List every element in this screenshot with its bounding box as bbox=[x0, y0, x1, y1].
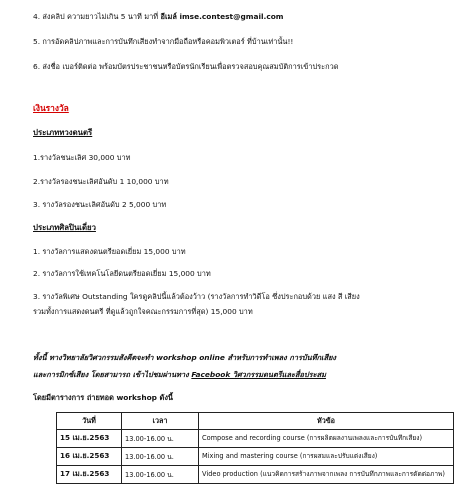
table-row bbox=[57, 466, 454, 484]
item-4-text: 4. ส่งคลิป ความยาวไม่เกิน 5 นาที มาที่ bbox=[33, 12, 161, 21]
col-topic-header: หัวข้อ bbox=[199, 413, 454, 430]
row-time: 13.00-16.00 น. bbox=[122, 448, 199, 466]
prize-heading: เงินรางวัล bbox=[33, 103, 69, 113]
music-prize-2: 2.รางวัลรองชนะเลิศอันดับ 1 10,000 บาท bbox=[33, 177, 169, 186]
music-prize-1: 1.รางวัลชนะเลิศ 30,000 บาท bbox=[33, 153, 131, 162]
schedule-title: โดยมีตารางการ ถ่ายทอด workshop ดังนี้ bbox=[33, 393, 173, 402]
solo-prize-1: 1. รางวัลการแสดงดนตรียอดเยี่ยม 15,000 บาท bbox=[33, 247, 186, 256]
workshop-line-2 bbox=[33, 369, 326, 381]
row-time: 13.00-16.00 น. bbox=[122, 430, 199, 448]
row-time: 13.00-16.00 น. bbox=[122, 466, 199, 484]
solo-category-title: ประเภทศิลปินเดี่ยว bbox=[33, 223, 96, 232]
workshop-line-1: ทั้งนี้ ทางวิทยาลัยวิศวกรรมสังคีตจะทำ workshop online สำหรับการทำเพลง การบันทึกเสียง bbox=[33, 353, 337, 362]
row-date: 17 เม.ย.2563 bbox=[57, 466, 122, 484]
solo-prize-3: 3. รางวัลพิเศษ Outstanding ใครดูคลิปนี้แล้วต้องว้าว (รางวัลการทำวิดีโอ ซึ่งประกอบด้วย แสง สี เสียง bbox=[33, 292, 360, 301]
facebook-page-link[interactable]: Facebook วิศวกรรมดนตรีและสื่อประสม bbox=[191, 370, 326, 379]
music-category-title: ประเภททวงดนตรี bbox=[33, 128, 93, 137]
col-date-header: วันที่ bbox=[57, 413, 122, 430]
row-topic: Compose and recording course (การผลิตผลงานเพลงและการบันทึกเสียง) bbox=[199, 430, 454, 448]
solo-prize-3-cont: รวมทั้งการแสดงดนตรี ที่ดูแล้วถูกใจคณะกรรมการที่สุด) 15,000 บาท bbox=[33, 307, 253, 316]
table-row bbox=[57, 430, 454, 448]
contest-email[interactable]: อีเมล์ imse.contest@gmail.com bbox=[160, 12, 284, 21]
row-topic: Mixing and mastering course (การผสมและปรับแต่งเสียง) bbox=[199, 448, 454, 466]
workshop-line-2-text: และการมิกซ์เสียง โดยสามารถ เข้าไปชมผ่านทาง bbox=[33, 370, 192, 379]
item-5: 5. การอัดคลิปภาพและการบันทึกเสียงทำจากมือถือหรือคอมพิวเตอร์ ที่บ้านเท่านั้น!! bbox=[33, 37, 294, 46]
table-row bbox=[57, 448, 454, 466]
item-4 bbox=[33, 11, 284, 23]
workshop-schedule-table bbox=[56, 412, 454, 484]
row-topic: Video production (แนวคิดการสร้างภาพจากเพลง การบันทึกภาพและการตัดต่อภาพ) bbox=[199, 466, 454, 484]
music-prize-3: 3. รางวัลรองชนะเลิศอันดับ 2 5,000 บาท bbox=[33, 200, 167, 209]
row-date: 16 เม.ย.2563 bbox=[57, 448, 122, 466]
row-date: 15 เม.ย.2563 bbox=[57, 430, 122, 448]
table-header-row bbox=[57, 413, 454, 430]
solo-prize-2: 2. รางวัลการใช้เทคโนโลยีดนตรียอดเยี่ยม 15,000 บาท bbox=[33, 269, 211, 278]
item-6: 6. ส่งชื่อ เบอร์ติดต่อ พร้อมบัตรประชาชนหรือบัตรนักเรียนเพื่อตรวจสอบคุณสมบัติการเข้าประกวด bbox=[33, 62, 339, 71]
col-time-header: เวลา bbox=[122, 413, 199, 430]
